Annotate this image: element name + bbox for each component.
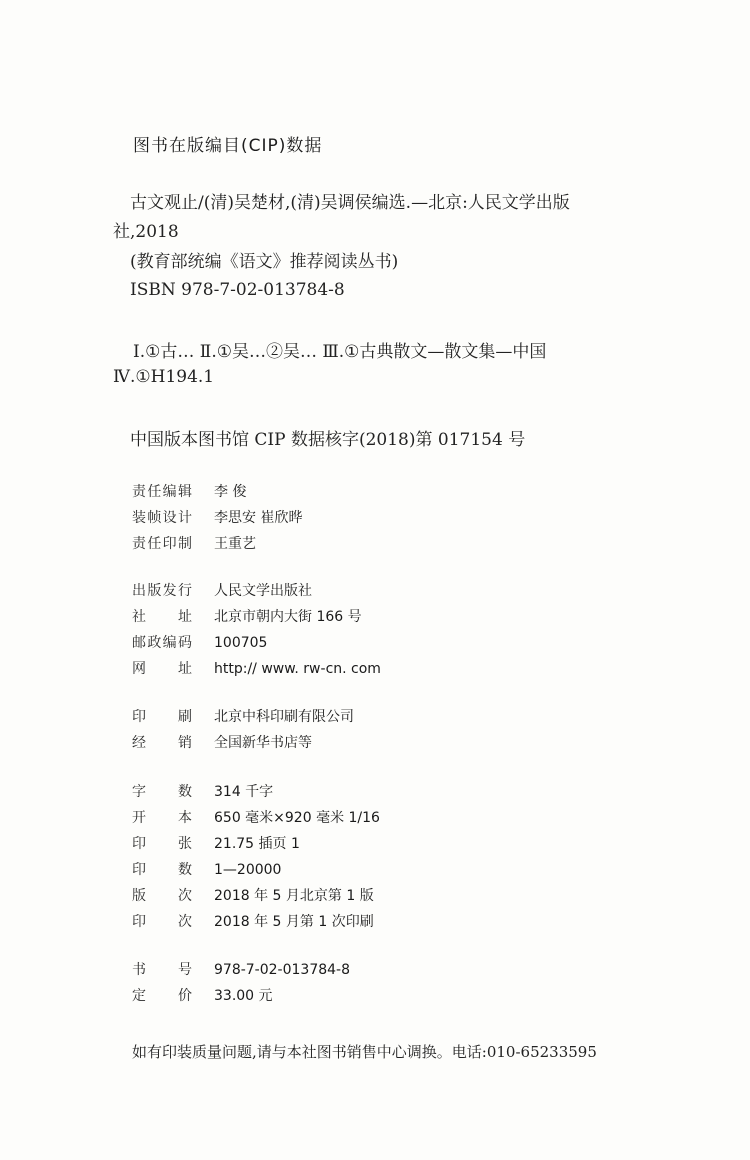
label-char: 次 [178,914,192,930]
label-char: 经 [132,735,146,751]
label-char: 设 [162,510,177,526]
info-row [132,805,380,831]
cip-series-line: (教育部统编《语文》推荐阅读丛书) [130,252,399,272]
info-row [132,704,354,730]
label-char: 政 [147,635,162,651]
info-value: 33.00 元 [214,988,273,1004]
info-label [132,604,192,630]
label-char: 定 [132,988,146,1004]
info-row [132,656,381,682]
info-label [132,704,192,730]
label-char: 印 [132,914,146,930]
info-row [132,479,302,505]
cip-classification-line-cont: Ⅳ.①H194.1 [113,367,215,387]
label-char: 版 [147,583,162,599]
label-char: 责 [132,484,146,500]
info-row [132,604,381,630]
label-char: 任 [147,536,162,552]
label-char: 次 [178,888,192,904]
info-value: 全国新华书店等 [214,735,312,751]
info-row [132,983,350,1009]
info-label [132,857,192,883]
label-char: 印 [132,709,146,725]
label-char: 书 [132,962,146,978]
label-char: 址 [178,661,192,677]
info-value: 李思安 崔欣晔 [214,510,303,526]
info-label [132,505,192,531]
info-label [132,479,192,505]
cip-catalog-number: 中国版本图书馆 CIP 数据核字(2018)第 017154 号 [130,430,526,450]
info-row [132,831,380,857]
info-label [132,805,192,831]
info-value: 2018 年 5 月北京第 1 版 [214,888,374,904]
label-char: 行 [177,583,192,599]
label-char: 制 [177,536,192,552]
label-char: 码 [177,635,192,651]
label-char: 编 [162,635,177,651]
info-row [132,505,302,531]
publisher-section [132,578,381,682]
info-row [132,957,350,983]
label-char: 装 [132,510,146,526]
label-char: 销 [178,735,192,751]
label-char: 本 [178,810,192,826]
info-value: 1—20000 [214,862,282,878]
label-char: 任 [147,484,162,500]
cip-bibliographic-line: 古文观止/(清)吴楚材,(清)吴调侯编选.—北京:人民文学出版 [130,193,570,213]
cip-classification-line: Ⅰ.①古… Ⅱ.①吴…②吴… Ⅲ.①古典散文—散文集—中国 [133,342,547,362]
info-value: 北京中科印刷有限公司 [214,709,354,725]
label-char: 字 [132,784,146,800]
specs-section [132,779,380,935]
info-label [132,630,192,656]
info-label [132,909,192,935]
label-char: 编 [162,484,177,500]
info-row [132,630,381,656]
label-char: 号 [178,962,192,978]
label-char: 帧 [147,510,162,526]
pricing-section [132,957,350,1009]
info-label [132,656,192,682]
label-char: 开 [132,810,146,826]
label-char: 数 [178,862,192,878]
info-row [132,779,380,805]
info-label [132,531,192,557]
cip-bibliographic-line-cont: 社,2018 [113,222,179,242]
label-char: 印 [132,862,146,878]
label-char: 发 [162,583,177,599]
info-label [132,983,192,1009]
label-char: 刷 [178,709,192,725]
info-row [132,857,380,883]
info-value: 北京市朝内大街 166 号 [214,609,362,625]
label-char: 辑 [177,484,192,500]
label-char: 出 [132,583,146,599]
info-value: 李 俊 [214,484,247,500]
info-row [132,578,381,604]
info-label [132,831,192,857]
label-char: 版 [132,888,146,904]
info-label [132,578,192,604]
label-char: 计 [177,510,192,526]
info-label [132,957,192,983]
info-label [132,883,192,909]
label-char: 数 [178,784,192,800]
info-value: 2018 年 5 月第 1 次印刷 [214,914,374,930]
info-value: 王重艺 [214,536,256,552]
info-value: 人民文学出版社 [214,583,312,599]
label-char: 邮 [132,635,146,651]
label-char: 张 [178,836,192,852]
info-row [132,883,380,909]
label-char: 址 [178,609,192,625]
info-label [132,779,192,805]
label-char: 网 [132,661,146,677]
label-char: 社 [132,609,146,625]
info-value: 978-7-02-013784-8 [214,962,351,978]
info-label [132,730,192,756]
info-value: 314 千字 [214,784,274,800]
info-row [132,531,302,557]
label-char: 印 [162,536,177,552]
info-row [132,730,354,756]
cip-isbn-line: ISBN 978-7-02-013784-8 [130,280,345,300]
staff-section [132,479,302,557]
cip-heading: 图书在版编目(CIP)数据 [133,136,323,156]
label-char: 责 [132,536,146,552]
info-row [132,909,380,935]
info-value: 100705 [214,635,268,651]
printing-section [132,704,354,756]
info-value: 650 毫米×920 毫米 1/16 [214,810,380,826]
info-value: http:// www. rw-cn. com [214,661,381,677]
label-char: 印 [132,836,146,852]
info-value: 21.75 插页 1 [214,836,300,852]
label-char: 价 [178,988,192,1004]
footer-note: 如有印装质量问题,请与本社图书销售中心调换。电话:010-65233595 [132,1043,597,1061]
